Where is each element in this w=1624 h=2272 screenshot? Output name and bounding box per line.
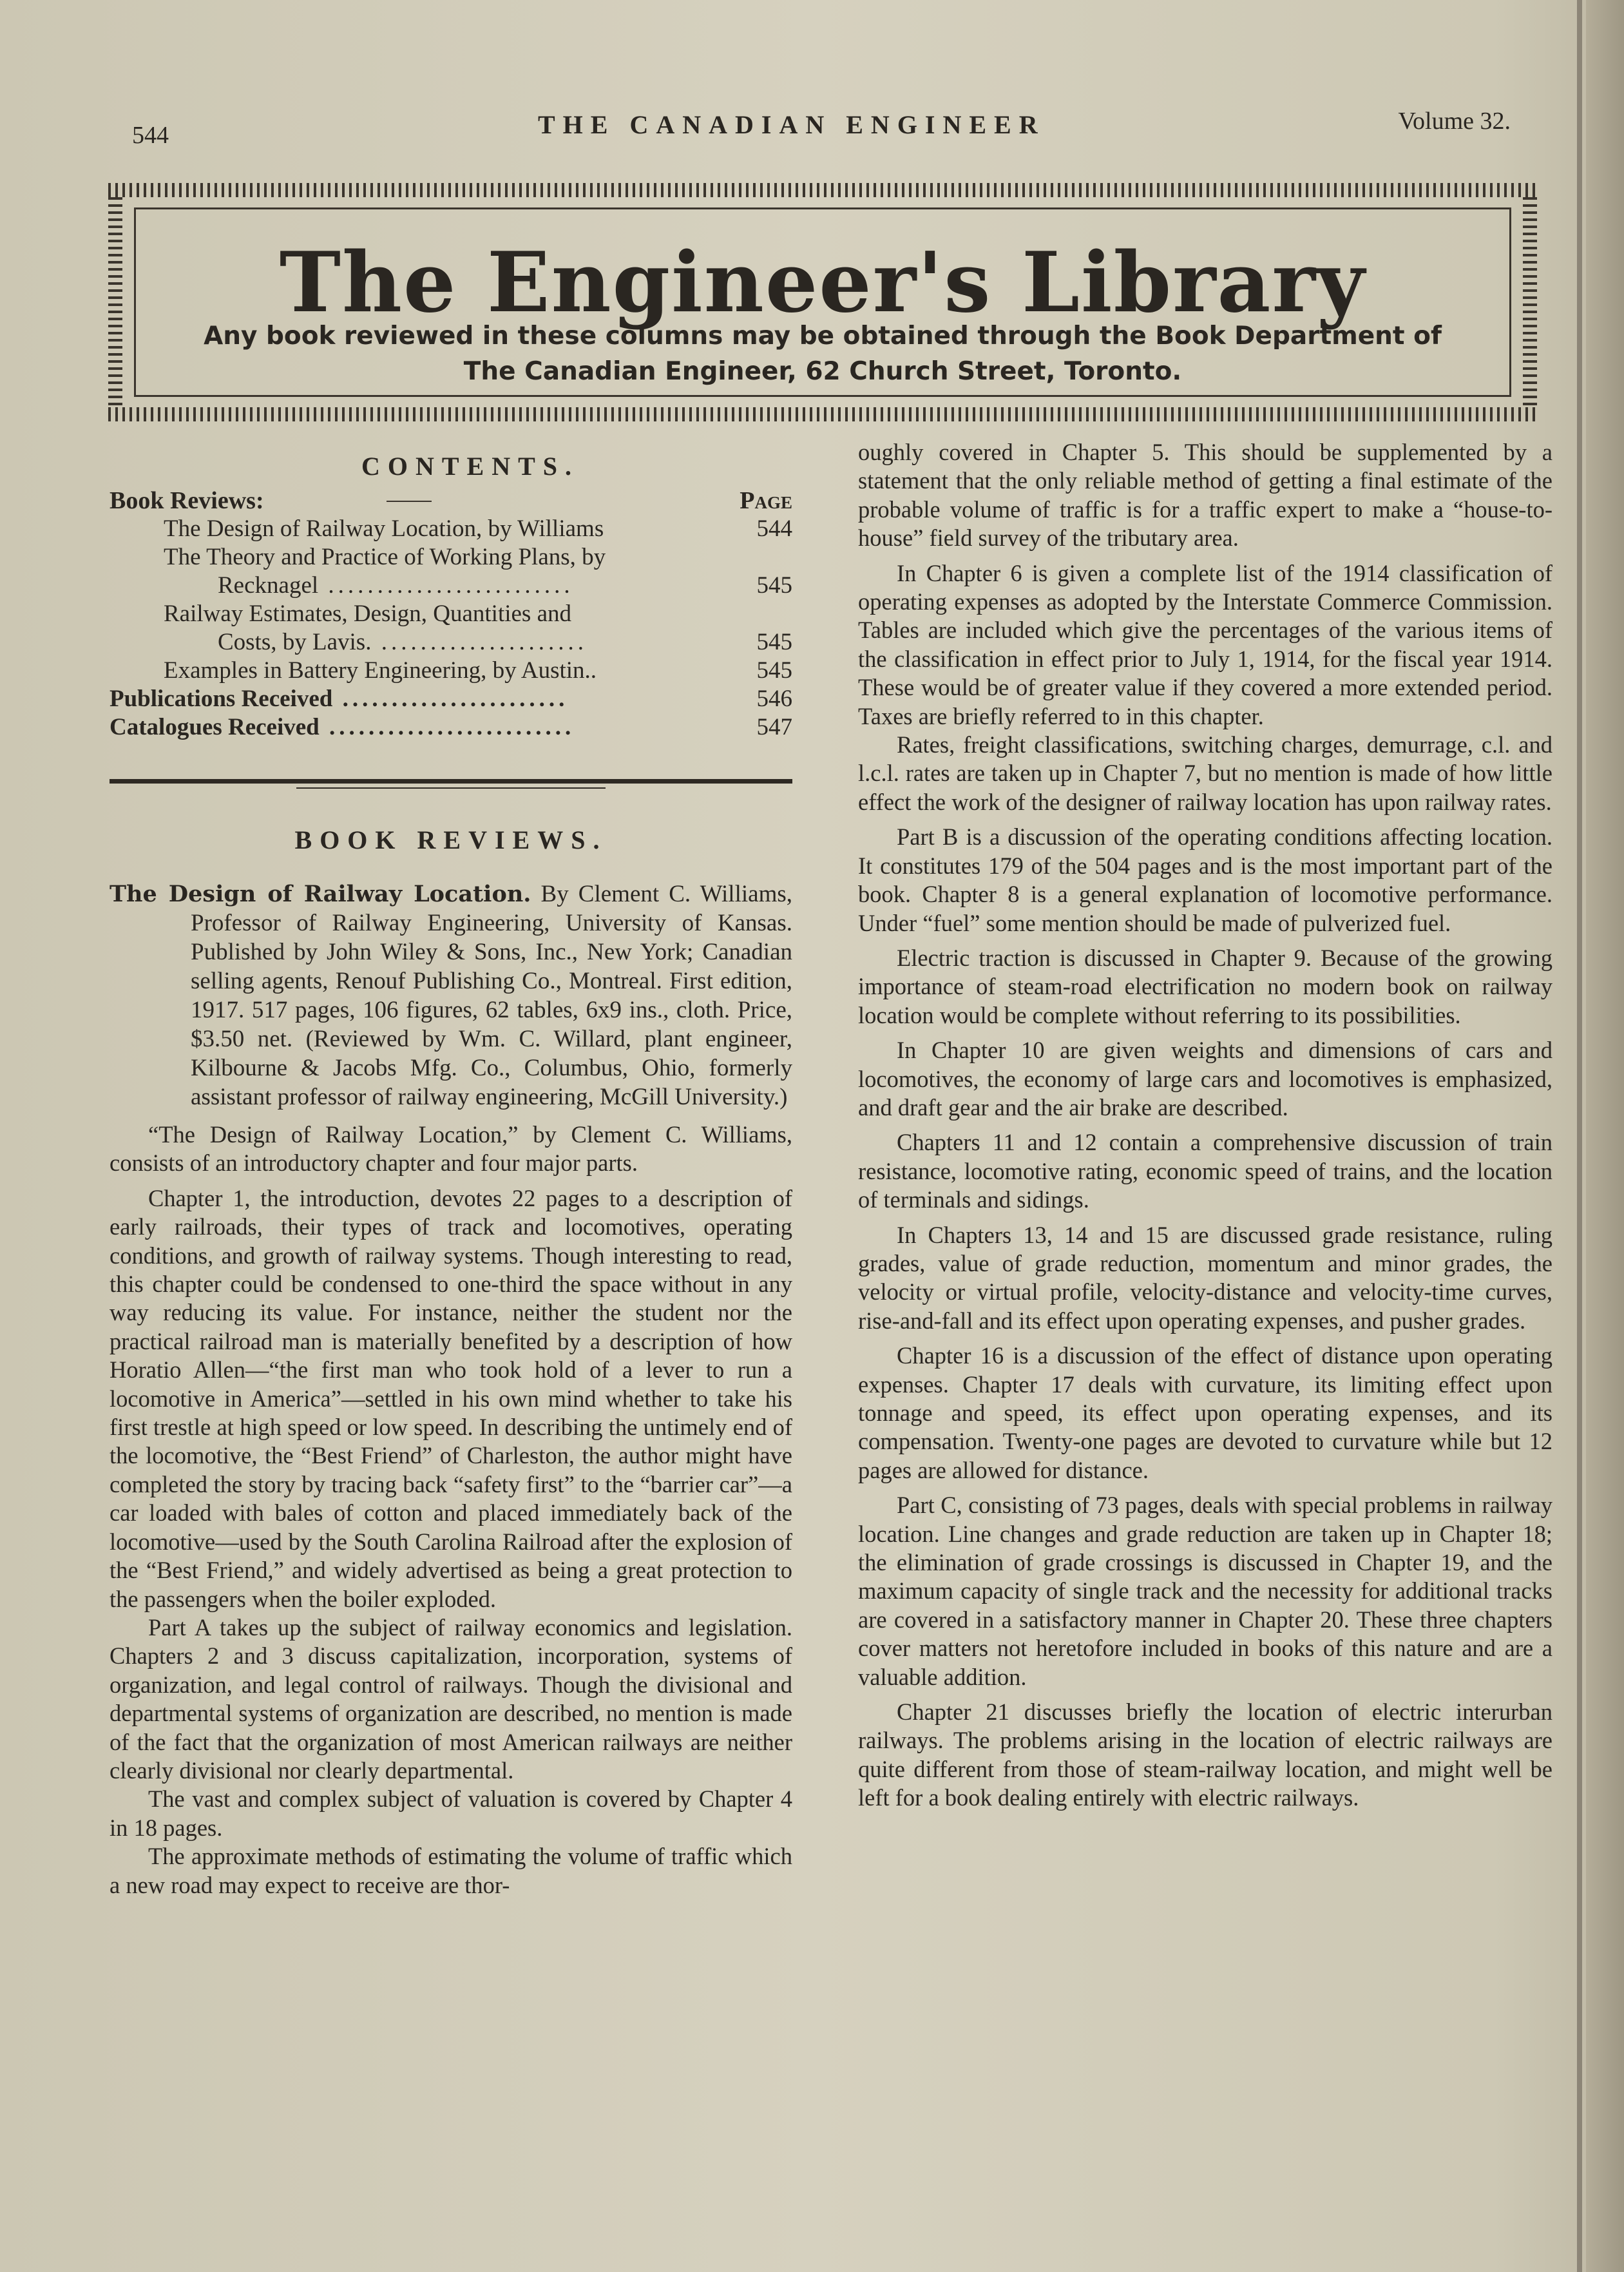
- left-column: [110, 451, 792, 1900]
- journal-name: THE CANADIAN ENGINEER: [538, 110, 1046, 139]
- toc-dash: [387, 501, 432, 502]
- paragraph: Chapter 1, the introduction, devotes 22 pages to a description of early railroads, their types of track and locomotives, operating conditions, and growth of railway systems. Though interesting to read, this chapter could be condensed to one-third the space without in any way reducing its value. For instance, neither the student nor the practical railroad man is materially benefited by a description of how Horatio Allen—“the first man who took hold of a lever to run a locomotive in America”—settled in his own mind whether to take his first trestle at high speed or low speed. In describing the untimely end of the locomotive, the “Best Friend” of Charleston, the author might have completed the story by tracing back “safety first” to the “barrier car”—a car loaded with bales of cotton and placed immediately back of the locomotive—used by the South Carolina Railroad after the explosion of the “Best Friend,” and widely advertised as being a great protection to the passengers when the boiler exploded.: [110, 1184, 792, 1612]
- right-column: [858, 438, 1552, 1813]
- paragraph: Part B is a discussion of the operating conditions affecting location. It constitutes 179 of the 504 pages and is the most important part of the book. Chapter 8 is a general explanation of locomotive performance. Under “fuel” some mention should be made of pulverized fuel.: [858, 823, 1552, 936]
- paragraph: Chapters 11 and 12 contain a comprehensive discussion of train resistance, locomotive rating, economic speed of trains, and the location of terminals and sidings.: [858, 1129, 1552, 1213]
- toc-entry[interactable]: [110, 515, 792, 543]
- banner-border-bottom: [108, 407, 1537, 421]
- toc-entry[interactable]: [110, 600, 792, 628]
- toc-entry[interactable]: [110, 543, 792, 572]
- toc-entry-continued[interactable]: [110, 572, 792, 600]
- page-number: 544: [132, 122, 169, 149]
- section-rule-thin: [296, 787, 606, 789]
- paragraph: The vast and complex subject of valuation is covered by Chapter 4 in 18 pages.: [110, 1786, 792, 1841]
- paragraph: Part A takes up the subject of railway economics and legislation. Chapters 2 and 3 discuss capitalization, incorporation, systems of organization, and legal control of railways. Though the divisional and departmental systems of organization are described, no mention is made of the fact that the organization of most American railways are neither clearly divisional nor clearly departmental.: [110, 1613, 792, 1784]
- toc-entry-page: 545: [756, 629, 792, 655]
- toc-entry-continued[interactable]: [110, 628, 792, 657]
- paragraph: Rates, freight classifications, switching charges, demurrage, c.l. and l.c.l. rates are taken up in Chapter 7, but no mention is made of how little effect the work of the designer of railway location has upon railway rates.: [858, 731, 1552, 815]
- paragraph: Chapter 21 discusses briefly the location of electric interurban railways. The problems arising in the location of electric railways are quite different from those of steam-railway location, and might well be left for a book dealing entirely with electric railways.: [858, 1699, 1552, 1811]
- paragraph: “The Design of Railway Location,” by Clement C. Williams, consists of an introductory chapter and four major parts.: [110, 1121, 792, 1177]
- table-of-contents: [110, 486, 792, 742]
- toc-entry-title: The Theory and Practice of Working Plans, by: [164, 544, 606, 570]
- paragraph: Chapter 16 is a discussion of the effect of distance upon operating expenses. Chapter 17 deals with curvature, its limiting effect upon tonnage and speed, its effect upon operating expenses, and its compensation. Twenty-one pages are devoted to curvature while but 12 pages are allowed for distance.: [858, 1342, 1552, 1483]
- paragraph: In Chapter 6 is given a complete list of the 1914 classification of operating expenses as adopted by the Interstate Commerce Commission. Tables are included which give the percentages of the various items of the classification in effect prior to July 1, 1914, for the fiscal year 1914. These would be of greater value if they covered a more extended period. Taxes are briefly referred to in this chapter.: [858, 559, 1552, 729]
- running-head: [132, 103, 1511, 149]
- paragraph: oughly covered in Chapter 5. This should be supplemented by a statement that the only reliable method of getting a final estimate of the probable volume of traffic is for a traffic expert to make a “house-to-house” field survey of the tributary area.: [858, 439, 1552, 552]
- section-banner: [108, 183, 1537, 421]
- toc-entry-page: 546: [756, 686, 792, 712]
- toc-leader-dots: .........................: [318, 572, 574, 599]
- toc-entry-title: Railway Estimates, Design, Quantities and: [164, 601, 571, 627]
- toc-leader-dots: .....................: [371, 629, 588, 655]
- toc-entry-page: 545: [756, 657, 792, 684]
- book-reviews-heading: BOOK REVIEWS.: [294, 825, 607, 854]
- toc-section-label: Book Reviews:: [110, 487, 264, 514]
- toc-leader-dots: .......................: [332, 686, 569, 712]
- paragraph: In Chapters 13, 14 and 15 are discussed grade resistance, ruling grades, value of grade reduction, momentum and minor grades, the velocity or virtual profile, velocity-distance and velocity-time curves, rise-and-fall and its effect upon operating expenses, and pusher grades.: [858, 1221, 1552, 1334]
- banner-border-top: [108, 183, 1537, 197]
- toc-entry-title: Costs, by Lavis.: [218, 629, 372, 655]
- toc-section-row: [110, 486, 792, 515]
- toc-entry-page: 544: [756, 515, 792, 542]
- review-citation: [110, 880, 792, 1112]
- page-edge-margin: [1586, 0, 1624, 2272]
- toc-leader-dots: .........................: [319, 714, 575, 740]
- paragraph: Part C, consisting of 73 pages, deals with special problems in railway location. Line changes and grade reduction are taken up in Chapter 18; the elimination of grade crossings is discussed in Chapter 19, and the maximum capacity of single track and the necessity for additional tracks are covered in a satisfactory manner in Chapter 20. These three chapters cover matters not heretofore included in books of this nature and are a valuable addition.: [858, 1492, 1552, 1690]
- review-book-details: By Clement C. Williams, Professor of Railway Engineering, University of Kansas. Published by John Wiley & Sons, Inc., New York; Canadian selling agents, Renouf Publishing Co., Montreal. First edition, 1917. 517 pages, 106 figures, 62 tables, 6x9 ins., cloth. Price, $3.50 net. (Reviewed by Wm. C. Willard, plant engineer, Kilbourne & Jacobs Mfg. Co., Columbus, Ohio, formerly assistant professor of railway engineering, McGill University.): [191, 881, 792, 1110]
- contents-title: CONTENTS.: [361, 452, 580, 481]
- subtitle-line: The Canadian Engineer, 62 Church Street, Toronto.: [463, 357, 1182, 386]
- volume-label: Volume 32.: [1398, 108, 1511, 135]
- paragraph: The approximate methods of estimating the volume of traffic which a new road may expect to receive are thor-: [110, 1843, 792, 1898]
- toc-entry-page: 547: [756, 714, 792, 740]
- toc-entry-page: 545: [756, 572, 792, 599]
- subtitle-line: Any book reviewed in these columns may be obtained through the Book Department of: [204, 322, 1442, 351]
- paragraph: In Chapter 10 are given weights and dimensions of cars and locomotives, the economy of large cars and locomotives is emphasized, and draft gear and the air brake are described.: [858, 1037, 1552, 1121]
- page-edge-shadow: [1577, 0, 1582, 2272]
- section-title: The Engineer's Library: [279, 235, 1366, 331]
- review-book-title: The Design of Railway Location.: [110, 881, 531, 907]
- toc-main-title: Publications Received: [110, 686, 333, 712]
- toc-main-entry[interactable]: [110, 713, 792, 742]
- section-subtitle: [108, 318, 1537, 389]
- toc-entry-title: Recknagel: [218, 572, 319, 599]
- paragraph: Electric traction is discussed in Chapter 9. Because of the growing importance of steam-road electrification no modern book on railway location would be complete without referring to its possibilities.: [858, 944, 1552, 1028]
- toc-main-title: Catalogues Received: [110, 714, 320, 740]
- toc-entry-title: Examples in Battery Engineering, by Austin..: [164, 657, 597, 684]
- toc-main-entry[interactable]: [110, 685, 792, 713]
- toc-entry-title: The Design of Railway Location, by Williams: [164, 515, 604, 542]
- section-rule: [110, 779, 792, 784]
- toc-entry[interactable]: [110, 657, 792, 685]
- toc-page-label: Page: [740, 487, 792, 514]
